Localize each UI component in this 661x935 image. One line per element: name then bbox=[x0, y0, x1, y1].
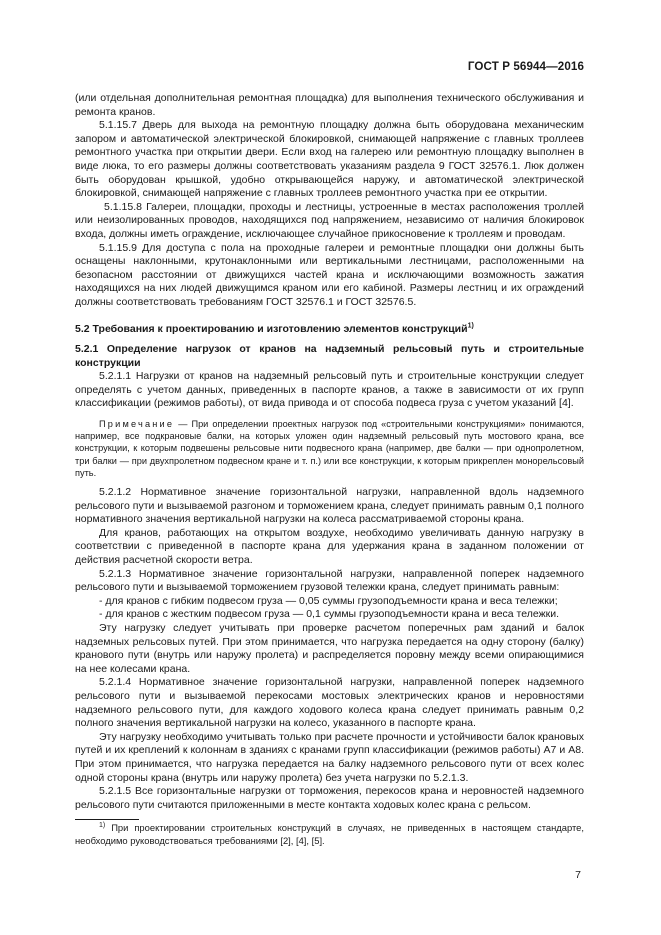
note bbox=[75, 418, 584, 479]
paragraph-5-2-1-1: 5.2.1.1 Нагрузки от кранов на надземный рельсовый путь и строительные конструкции следует определять с учетом данных, приведенных в паспорте кранов, а также в зависимости от их групп классификации (режимов работы), от вида привода и от способа подвеса груза с учетом указаний [4]. bbox=[75, 370, 584, 410]
note-label: Примечание bbox=[99, 419, 175, 430]
paragraph-5-1-15-7: 5.1.15.7 Дверь для выхода на ремонтную площадку должна быть оборудована механическим запором и автоматической электрической блокировкой, снимающей напряжение с главных троллеев ремонтного участка при открытии двери. Если вход на галерею или ремонтную площадку выполнен в виде люка, то его размеры должны соответствовать указаниям раздела 9 ГОСТ 32576.1. Люк должен быть оборудован крышкой, удобно открывающейся наружу, и автоматической электрической блокировкой, снимающей напряжение с главных троллеев ремонтного участка при ее открытии. bbox=[75, 119, 584, 200]
footnote-divider bbox=[75, 819, 139, 820]
paragraph-5-2-1-3: 5.2.1.3 Нормативное значение горизонтальной нагрузки, направленной поперек надземного рельсового пути и вызываемой торможением грузовой тележки крана, следует принимать равным: bbox=[75, 567, 584, 594]
paragraph: Эту нагрузку необходимо учитывать только при расчете прочности и устойчивости балок крановых путей и их креплений к колоннам в зданиях с кранами групп классификации (режимов работы) А7 и А8. При этом принимается, что нагрузка передается на балку надземного рельсового пути от всех колес одной стороны крана (внутрь или наружу пролета) без учета нагрузки по 5.2.1.3. bbox=[75, 730, 584, 784]
footnote bbox=[75, 822, 584, 847]
list-item: - для кранов с жестким подвесом груза — 0,1 суммы грузоподъемности крана и веса тележки. bbox=[99, 608, 559, 621]
paragraph-5-2-1-2: 5.2.1.2 Нормативное значение горизонтальной нагрузки, направленной вдоль надземного рельсового пути и вызываемой разгоном и торможением крана, следует принимать равным 0,1 полного нормативного значения вертикальной нагрузки на колеса рассматриваемой стороны крана. bbox=[75, 486, 584, 526]
paragraph-5-1-15-9: 5.1.15.9 Для доступа с пола на проходные галереи и ремонтные площадки они должны быть оснащены наклонными, крутонаклонными или вертикальными лестницами, расположенными на безопасном расстоянии от движущихся частей крана и исключающими возможность зажатия находящихся на них людей движущимся краном или его кабиной. Размеры лестниц и их ограждений должны соответствовать требованиям ГОСТ 32576.1 и ГОСТ 32576.5. bbox=[75, 241, 584, 308]
footnote-reference: 1) bbox=[467, 322, 474, 329]
section-heading-5-2-1: 5.2.1 Определение нагрузок от кранов на надземный рельсовый путь и строительные конструкции bbox=[75, 343, 584, 369]
paragraph-5-2-1-4: 5.2.1.4 Нормативное значение горизонтальной нагрузки, направленной поперек надземного рельсового пути и вызываемой перекосами мостовых электрических кранов и неровностями надземного рельсового пути, для каждого ходового колеса крана следует принимать равным 0,2 полного значения вертикальной нагрузки на колесо, указанного в паспорте крана. bbox=[75, 676, 584, 730]
section-heading-5-2-text: 5.2 Требования к проектированию и изготовлению элементов конструкций bbox=[75, 322, 468, 335]
document-body bbox=[75, 92, 584, 847]
list-item: - для кранов с гибким подвесом груза — 0,05 суммы грузоподъемности крана и веса тележки; bbox=[99, 594, 558, 607]
footnote-mark: 1) bbox=[99, 822, 106, 830]
standard-header: ГОСТ Р 56944—2016 bbox=[467, 60, 584, 73]
paragraph: (или отдельная дополнительная ремонтная площадка) для выполнения технического обслуживания и ремонта кранов. bbox=[75, 92, 584, 118]
page-number: 7 bbox=[575, 869, 581, 881]
note-text: — При определении проектных нагрузок под «строительными конструкциями» понимаются, например, все подкрановые балки, на которых уложен один надземный рельсовый путь мостового крана, все конструкции, к которым подвешены рельсовые нити подвесного крана (например, две балки — при однопролетном, три балки — при двухпролетном подвесном кране и т. п.) или все конструкции, к которым прикреплен монорельсовый путь. bbox=[75, 419, 584, 478]
section-heading-5-2 bbox=[75, 323, 584, 337]
paragraph: Эту нагрузку следует учитывать при проверке расчетом поперечных рам зданий и балок надземных рельсовых путей. При этом принимается, что нагрузка передается на одну сторону (балку) кранового пути (внутрь или наружу пролета) и распределяется поровну между всеми опирающимися на нее колесами крана. bbox=[75, 622, 584, 675]
paragraph: Для кранов, работающих на открытом воздухе, необходимо увеличивать данную нагрузку в соответствии с приведенной в паспорте крана для удержания крана в заданном положении от действия расчетной скорости ветра. bbox=[75, 526, 584, 567]
paragraph-5-1-15-8: 5.1.15.8 Галереи, площадки, проходы и лестницы, устроенные в местах расположения троллей или неизолированных проводов, находящихся под напряжением, независимо от наличия блокировок входа, должны иметь ограждение, исключающее случайное прикосновение к троллеям и проводам. bbox=[75, 200, 584, 240]
paragraph-5-2-1-5: 5.2.1.5 Все горизонтальные нагрузки от торможения, перекосов крана и неровностей надземного рельсового пути считаются приложенными в месте контакта ходовых колес крана с рельсом. bbox=[75, 785, 584, 811]
footnote-text: При проектировании строительных конструкций в случаях, не приведенных в настоящем стандарте, необходимо руководствоваться требованиями [2], [4], [5]. bbox=[75, 822, 584, 846]
